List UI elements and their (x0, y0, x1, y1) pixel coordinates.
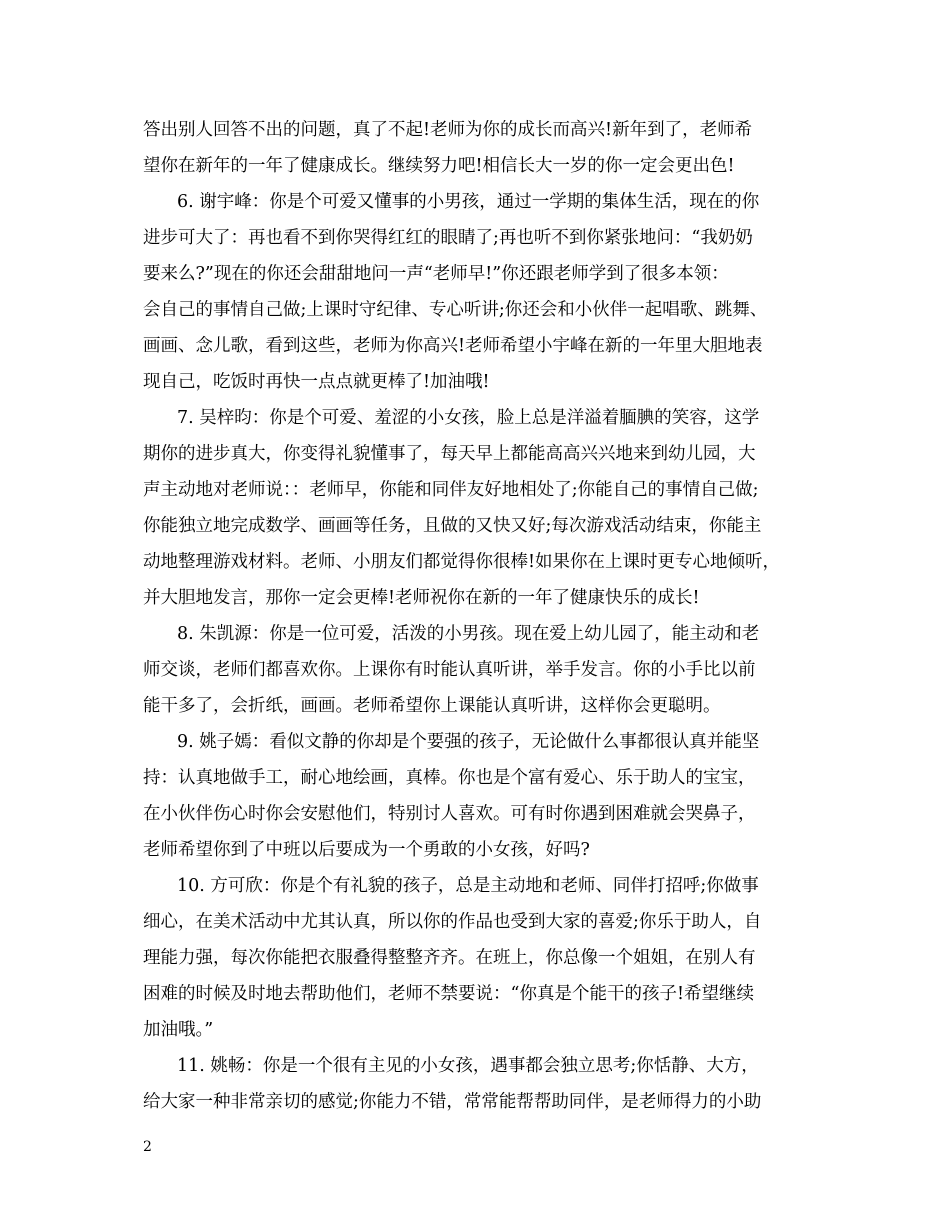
text-line: 11. 姚畅：你是一个很有主见的小女孩，遇事都会独立思考;你恬静、大方， (177, 1056, 759, 1076)
text-line: 师交谈，老师们都喜欢你。上课你有时能认真听讲，举手发言。你的小手比以前 (143, 660, 756, 680)
text-line: 进步可大了：再也看不到你哭得红红的眼睛了;再也听不到你紧张地问：“我奶奶 (143, 228, 753, 248)
text-line: 在小伙伴伤心时你会安慰他们，特别讨人喜欢。可有时你遇到困难就会哭鼻子， (143, 804, 756, 824)
text-line: 并大胆地发言，那你一定会更棒!老师祝你在新的一年了健康快乐的成长! (143, 588, 700, 608)
text-line: 困难的时候及时地去帮助他们，老师不禁要说：“你真是个能干的孩子!希望继续 (143, 984, 754, 1004)
text-line: 老师希望你到了中班以后要成为一个勇敢的小女孩，好吗? (143, 840, 590, 860)
text-line: 9. 姚子嫣：看似文静的你却是个要强的孩子，无论做什么事都很认真并能坚 (177, 732, 760, 752)
text-line: 声主动地对老师说：：老师早，你能和同伴友好地相处了;你能自己的事情自己做; (143, 480, 759, 500)
text-line: 6. 谢宇峰：你是个可爱又懂事的小男孩，通过一学期的集体生活，现在的你 (177, 192, 760, 212)
text-line: 画画、念儿歌，看到这些，老师为你高兴!老师希望小宇峰在新的一年里大胆地表 (143, 336, 763, 356)
text-line: 7. 吴梓昀：你是个可爱、羞涩的小女孩，脸上总是洋溢着腼腆的笑容，这学 (177, 408, 760, 428)
text-line: 动地整理游戏材料。老师、小朋友们都觉得你很棒!如果你在上课时更专心地倾听， (143, 552, 781, 572)
text-line: 期你的进步真大，你变得礼貌懂事了，每天早上都能高高兴兴地来到幼儿园，大 (143, 444, 756, 464)
text-line: 你能独立地完成数学、画画等任务，且做的又快又好;每次游戏活动结束，你能主 (143, 516, 762, 536)
text-line: 会自己的事情自己做;上课时守纪律、专心听讲;你还会和小伙伴一起唱歌、跳舞、 (143, 300, 768, 320)
text-line: 10. 方可欣：你是个有礼貌的孩子，总是主动地和老师、同伴打招呼;你做事 (177, 876, 759, 896)
text-line: 持：认真地做手工，耐心地绘画，真棒。你也是个富有爱心、乐于助人的宝宝， (143, 768, 756, 788)
document-body (143, 112, 833, 1120)
text-line: 给大家一种非常亲切的感觉;你能力不错，常常能帮帮助同伴，是老师得力的小助 (143, 1092, 762, 1112)
text-line: 细心，在美术活动中尤其认真，所以你的作品也受到大家的喜爱;你乐于助人，自 (143, 912, 762, 932)
text-line: 加油哦。” (143, 1020, 214, 1040)
text-line: 望你在新年的一年了健康成长。继续努力吧!相信长大一岁的你一定会更出色! (143, 156, 735, 176)
text-line: 答出别人回答不出的问题，真了不起!老师为你的成长而高兴!新年到了，老师希 (143, 120, 753, 140)
text-line: 现自己，吃饭时再快一点点就更棒了!加油哦! (143, 372, 490, 392)
page-number: 2 (143, 1139, 152, 1155)
text-line: 要来么?”现在的你还会甜甜地问一声“老师早!”你还跟老师学到了很多本领： (143, 264, 729, 284)
text-line: 理能力强，每次你能把衣服叠得整整齐齐。在班上，你总像一个姐姐，在别人有 (143, 948, 756, 968)
text-line: 8. 朱凯源：你是一位可爱，活泼的小男孩。现在爱上幼儿园了，能主动和老 (177, 624, 760, 644)
text-line: 能干多了，会折纸，画画。老师希望你上课能认真听讲，这样你会更聪明。 (143, 696, 721, 716)
